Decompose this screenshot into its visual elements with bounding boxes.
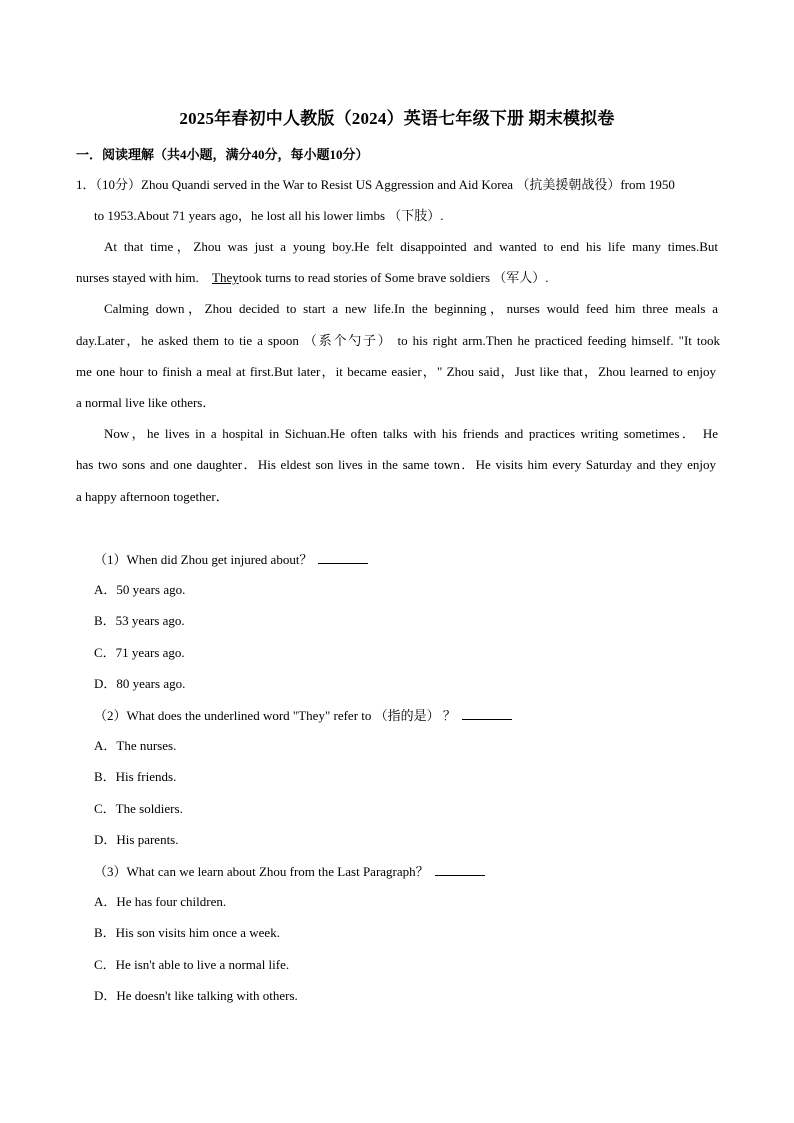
section-heading: 一．阅读理解（共4小题，满分40分，每小题10分） bbox=[76, 147, 369, 162]
passage-text: took turns to read stories of Some brave soldiers （军人）. bbox=[238, 270, 549, 285]
passage-line-3: At that time，Zhou was just a young boy.He felt disappointed and wanted to end his life many times.But bbox=[104, 239, 718, 254]
option-1d: D．80 years ago. bbox=[94, 676, 186, 691]
passage-text: nurses stayed with him. bbox=[76, 270, 199, 285]
option-3b: B．His son visits him once a week. bbox=[94, 925, 280, 940]
passage-line-11: a happy afternoon together． bbox=[76, 489, 229, 504]
page-title: 2025年春初中人教版（2024）英语七年级下册 期末模拟卷 bbox=[179, 109, 615, 128]
passage-line-7: me one hour to finish a meal at first.But later，it became easier，" Zhou said，Just like that，Zhou learned to enjoy bbox=[76, 364, 716, 379]
option-1b: B．53 years ago. bbox=[94, 613, 185, 628]
underlined-word: They bbox=[212, 270, 239, 285]
answer-blank[interactable] bbox=[462, 707, 512, 720]
question-stem-2: （2）What does the underlined word "They" refer to （指的是） ？ bbox=[94, 707, 512, 724]
option-2a: A．The nurses. bbox=[94, 738, 177, 753]
passage-text: Zhou Quandi served in the War to Resist US Aggression and Aid Korea （抗美援朝战役）from 1950 bbox=[141, 177, 675, 192]
option-2c: C．The soldiers. bbox=[94, 801, 183, 816]
option-3d: D．He doesn't like talking with others. bbox=[94, 988, 298, 1003]
option-1a: A．50 years ago. bbox=[94, 582, 186, 597]
passage-line-6: day.Later，he asked them to tie a spoon （系个勺子） to his right arm.Then he practiced feeding himself. "It took bbox=[76, 333, 720, 348]
passage-line-10: has two sons and one daughter．His eldest son lives in the same town．He visits him every Saturday and they enjoy bbox=[76, 457, 716, 472]
answer-blank[interactable] bbox=[318, 551, 368, 564]
passage-line-9: Now，he lives in a hospital in Sichuan.He often talks with his friends and practices writing sometimes． He bbox=[104, 426, 718, 441]
option-3a: A．He has four children. bbox=[94, 894, 227, 909]
question-number: 1． bbox=[76, 177, 96, 192]
question-score: （10分） bbox=[95, 177, 142, 192]
question-stem-1: （1）When did Zhou get injured about？ bbox=[94, 551, 368, 568]
passage-line-5: Calming down，Zhou decided to start a new life.In the beginning，nurses would feed him three meals a bbox=[104, 301, 718, 316]
option-2b: B．His friends. bbox=[94, 769, 177, 784]
passage-line-1 bbox=[76, 177, 675, 193]
passage-line-8: a normal live like others． bbox=[76, 395, 216, 410]
option-3c: C．He isn't able to live a normal life. bbox=[94, 957, 290, 972]
option-2d: D．His parents. bbox=[94, 832, 179, 847]
answer-blank[interactable] bbox=[435, 863, 485, 876]
passage-line-4 bbox=[76, 270, 549, 286]
passage-line-2: to 1953.About 71 years ago，he lost all his lower limbs （下肢）. bbox=[94, 208, 444, 223]
question-stem-3: （3）What can we learn about Zhou from the Last Paragraph？ bbox=[94, 863, 485, 880]
option-1c: C．71 years ago. bbox=[94, 645, 185, 660]
